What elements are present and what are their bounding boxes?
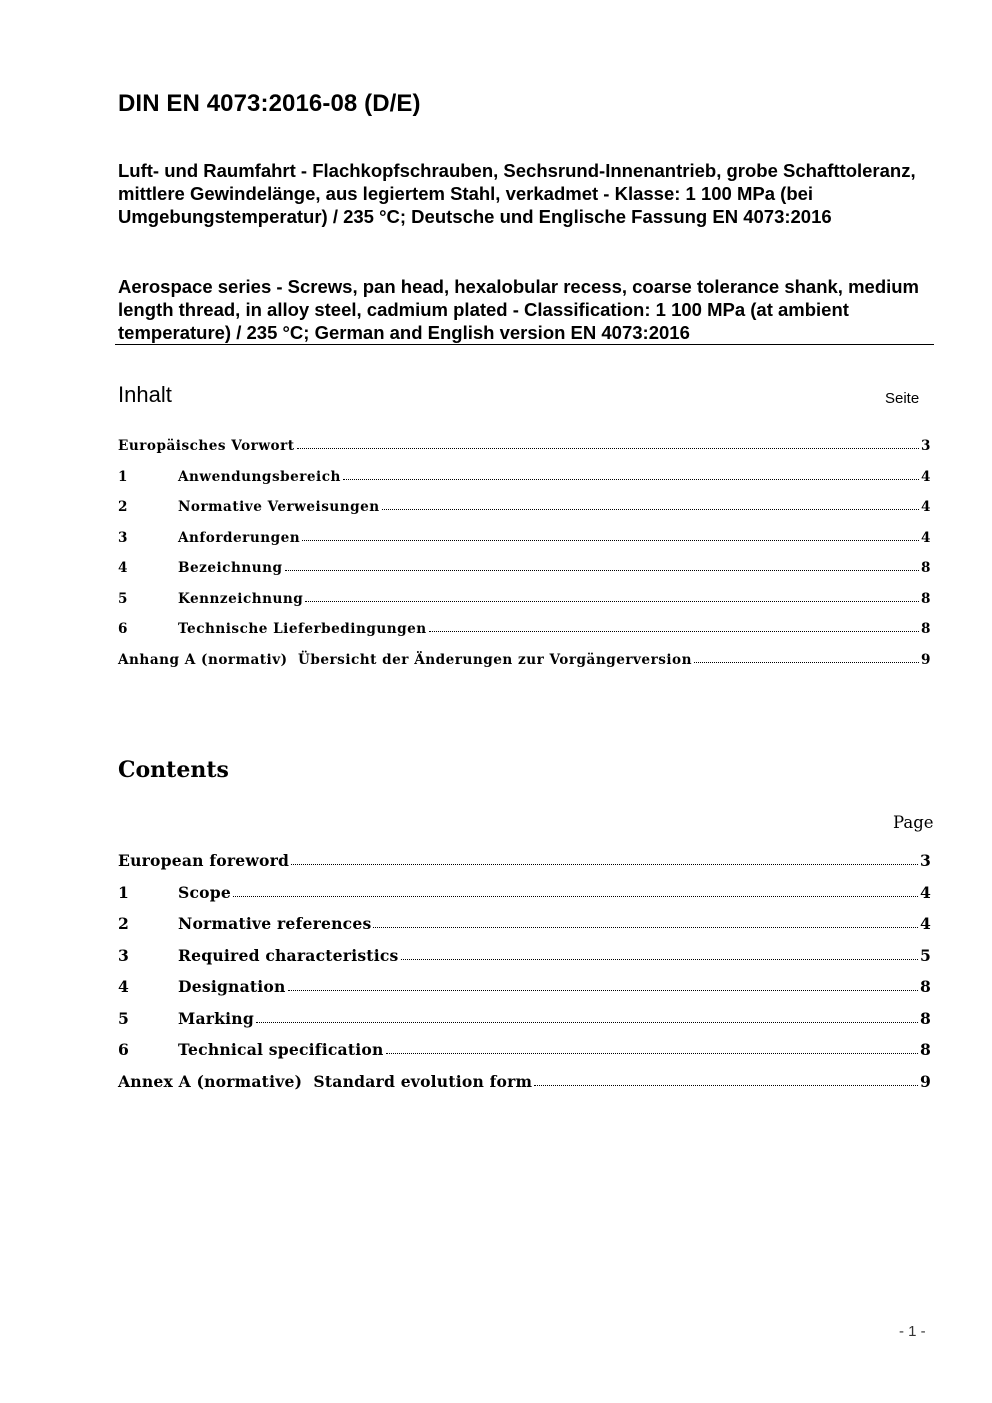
dot-leader xyxy=(256,1022,918,1023)
toc-de-entry-3[interactable] xyxy=(118,530,931,561)
toc-entry-title: Designation xyxy=(178,977,286,996)
title-german: Luft- und Raumfahrt - Flachkopfschrauben, Sechsrund-Innenantrieb, grobe Schafttoleranz, mittlere Gewindelänge, aus legiertem Stahl, verkadmet - Klasse: 1 100 MPa (bei Umgebungstemperatur) / 235 °C; Deutsche und Englische Fassung EN 4073:2016 xyxy=(118,160,916,227)
toc-entry-page: 4 xyxy=(921,499,931,515)
toc-entry-page: 5 xyxy=(919,945,931,965)
toc-entry-page: 8 xyxy=(919,1040,931,1059)
toc-de-entry-6[interactable] xyxy=(118,621,931,652)
toc-entry-page: 8 xyxy=(921,560,931,576)
toc-de-entry-1[interactable] xyxy=(118,469,931,500)
toc-entry-page: 4 xyxy=(919,882,931,902)
dot-leader xyxy=(233,896,918,897)
toc-entry-title: Normative Verweisungen xyxy=(178,499,380,515)
toc-entry-page: 3 xyxy=(921,438,931,454)
toc-entry-title: Annex A (normative) Standard evolution form xyxy=(118,1071,533,1091)
toc-english xyxy=(118,851,931,1103)
toc-en-entry-foreword[interactable] xyxy=(118,851,931,883)
dot-leader xyxy=(297,448,919,449)
page-number: - 1 - xyxy=(899,1323,926,1340)
dot-leader xyxy=(694,662,919,663)
toc-entry-number: 3 xyxy=(118,945,130,965)
toc-en-entry-annex-a[interactable] xyxy=(118,1072,931,1104)
dot-leader xyxy=(373,927,917,928)
toc-entry-page: 4 xyxy=(919,914,931,933)
toc-entry-title: Kennzeichnung xyxy=(178,590,304,607)
toc-en-entry-4[interactable] xyxy=(118,977,931,1009)
toc-entry-page: 9 xyxy=(919,1071,931,1091)
toc-en-page-label: Page xyxy=(893,813,934,832)
toc-entry-title: Anhang A (normativ) Übersicht der Änderungen zur Vorgängerversion xyxy=(118,651,693,668)
toc-en-entry-2[interactable] xyxy=(118,914,931,946)
toc-entry-title: Technical specification xyxy=(178,1040,384,1059)
toc-entry-title: Marking xyxy=(178,1008,254,1028)
toc-de-entry-4[interactable] xyxy=(118,560,931,591)
toc-entry-title: Technische Lieferbedingungen xyxy=(178,621,427,637)
toc-en-entry-3[interactable] xyxy=(118,946,931,978)
toc-entry-title: Europäisches Vorwort xyxy=(118,438,295,454)
toc-entry-title: Scope xyxy=(178,882,231,902)
document-number: DIN EN 4073:2016-08 (D/E) xyxy=(118,90,421,117)
toc-entry-number: 4 xyxy=(118,977,130,996)
toc-entry-number: 3 xyxy=(118,529,128,546)
toc-entry-number: 1 xyxy=(118,882,130,902)
toc-entry-number: 4 xyxy=(118,560,128,576)
toc-entry-title: Bezeichnung xyxy=(178,560,283,576)
toc-entry-title: European foreword xyxy=(118,851,290,870)
toc-entry-page: 3 xyxy=(919,851,931,870)
toc-de-entry-annex-a[interactable] xyxy=(118,652,931,683)
toc-entry-page: 4 xyxy=(921,529,931,546)
toc-entry-number: 2 xyxy=(118,499,128,515)
title-english: Aerospace series - Screws, pan head, hexalobular recess, coarse tolerance shank, medium length thread, in alloy steel, cadmium plated - Classification: 1 100 MPa (at ambient temperature) / 235 °C; German and English version EN 4073:2016 xyxy=(118,276,920,343)
toc-en-entry-5[interactable] xyxy=(118,1009,931,1041)
toc-en-entry-1[interactable] xyxy=(118,883,931,915)
toc-en-entry-6[interactable] xyxy=(118,1040,931,1072)
dot-leader xyxy=(382,509,919,510)
toc-de-entry-foreword[interactable] xyxy=(118,438,931,469)
toc-en-heading: Contents xyxy=(118,757,229,783)
toc-entry-number: 5 xyxy=(118,1008,130,1028)
toc-entry-page: 9 xyxy=(921,651,931,668)
dot-leader xyxy=(302,540,919,541)
toc-entry-title: Anwendungsbereich xyxy=(178,468,341,485)
toc-entry-title: Normative references xyxy=(178,914,372,933)
title-divider xyxy=(115,344,934,345)
dot-leader xyxy=(343,479,919,480)
toc-entry-page: 8 xyxy=(919,977,931,996)
toc-entry-title: Anforderungen xyxy=(178,529,301,546)
toc-entry-number: 1 xyxy=(118,468,128,485)
dot-leader xyxy=(386,1053,918,1054)
toc-de-heading: Inhalt xyxy=(118,382,172,407)
toc-german xyxy=(118,438,931,682)
toc-entry-title: Required characteristics xyxy=(178,945,399,965)
dot-leader xyxy=(288,990,918,991)
toc-de-entry-2[interactable] xyxy=(118,499,931,530)
toc-entry-number: 6 xyxy=(118,621,128,637)
dot-leader xyxy=(285,570,920,571)
toc-de-entry-5[interactable] xyxy=(118,591,931,622)
dot-leader xyxy=(401,959,918,960)
dot-leader xyxy=(534,1085,918,1086)
dot-leader xyxy=(429,631,919,632)
toc-entry-page: 8 xyxy=(921,621,931,637)
toc-entry-page: 8 xyxy=(921,590,931,607)
toc-entry-number: 6 xyxy=(118,1040,130,1059)
toc-de-page-label: Seite xyxy=(885,390,920,407)
toc-entry-number: 2 xyxy=(118,914,130,933)
toc-entry-page: 8 xyxy=(919,1008,931,1028)
toc-entry-number: 5 xyxy=(118,590,128,607)
dot-leader xyxy=(305,601,919,602)
toc-entry-page: 4 xyxy=(921,468,931,485)
dot-leader xyxy=(291,864,918,865)
